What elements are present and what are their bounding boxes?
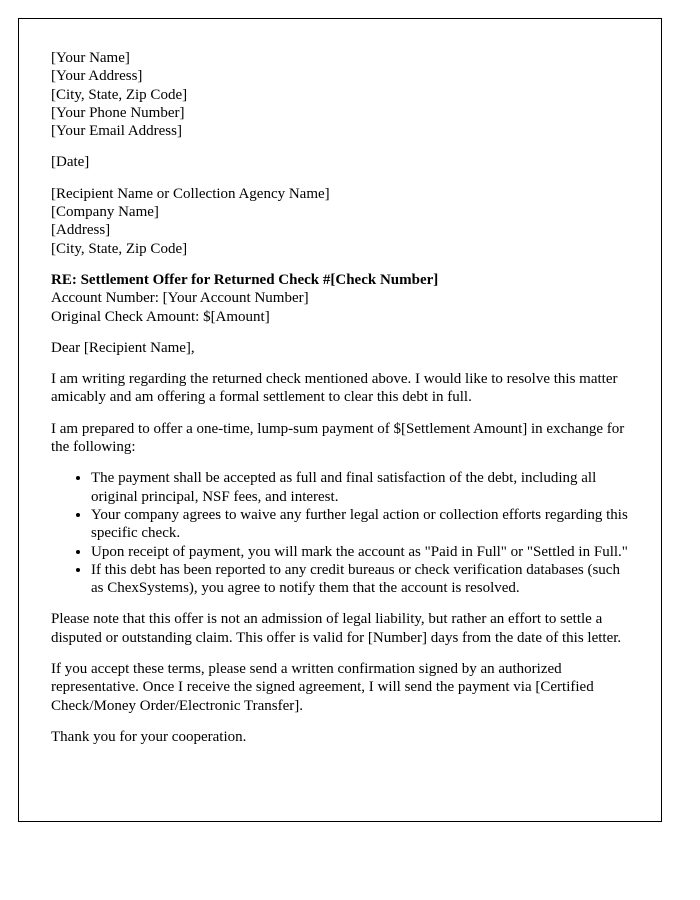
subject-block — [51, 271, 629, 326]
paragraph-validity: Please note that this offer is not an admission of legal liability, but rather an effort to settle a disputed or outstanding claim. This offer is valid for [Number] days from the date of this letter. — [51, 611, 622, 646]
sender-name: [Your Name] — [51, 50, 130, 66]
letter-page — [18, 18, 662, 822]
recipient-name: [Recipient Name or Collection Agency Name] — [51, 185, 330, 202]
terms-list-item: • Your company agrees to waive any further legal action or collection efforts regarding this specific check. — [91, 506, 629, 543]
sender-phone: [Your Phone Number] — [51, 104, 185, 121]
sender-address: [Your Address] — [51, 68, 143, 85]
terms-list-item: • Upon receipt of payment, you will mark the account as "Paid in Full" or "Settled in Full." — [91, 543, 629, 561]
salutation: Dear [Recipient Name], — [51, 339, 195, 356]
sender-address-block — [51, 49, 629, 140]
paragraph-acceptance: If you accept these terms, please send a written confirmation signed by an authorized representative. Once I receive the signed agreement, I will send the payment via [Certified Check/Money Order/Electronic Transfer]. — [51, 661, 594, 714]
recipient-address: [Address] — [51, 222, 111, 239]
paragraph-offer: I am prepared to offer a one-time, lump-sum payment of $[Settlement Amount] in exchange for the following: — [51, 420, 625, 456]
check-amount-line: Original Check Amount: $[Amount] — [51, 308, 270, 325]
date-line: [Date] — [51, 154, 90, 171]
terms-list-item: • If this debt has been reported to any credit bureaus or check verification databases (such as ChexSystems), you agree to notify them that the account is resolved. — [91, 561, 629, 598]
account-number-line: Account Number: [Your Account Number] — [51, 290, 309, 307]
subject-line: RE: Settlement Offer for Returned Check #[Check Number] — [51, 271, 439, 288]
recipient-city-state-zip: [City, State, Zip Code] — [51, 240, 188, 257]
terms-list-item: • The payment shall be accepted as full and final satisfaction of the debt, including all original principal, NSF fees, and interest. — [91, 469, 629, 506]
recipient-company: [Company Name] — [51, 204, 159, 221]
paragraph-intro: I am writing regarding the returned check mentioned above. I would like to resolve this matter amicably and am offering a formal settlement to clear this debt in full. — [51, 371, 618, 406]
sender-email: [Your Email Address] — [51, 123, 182, 140]
recipient-address-block — [51, 185, 629, 258]
terms-list — [51, 469, 629, 597]
closing-line: Thank you for your cooperation. — [51, 728, 247, 745]
sender-city-state-zip: [City, State, Zip Code] — [51, 86, 188, 103]
